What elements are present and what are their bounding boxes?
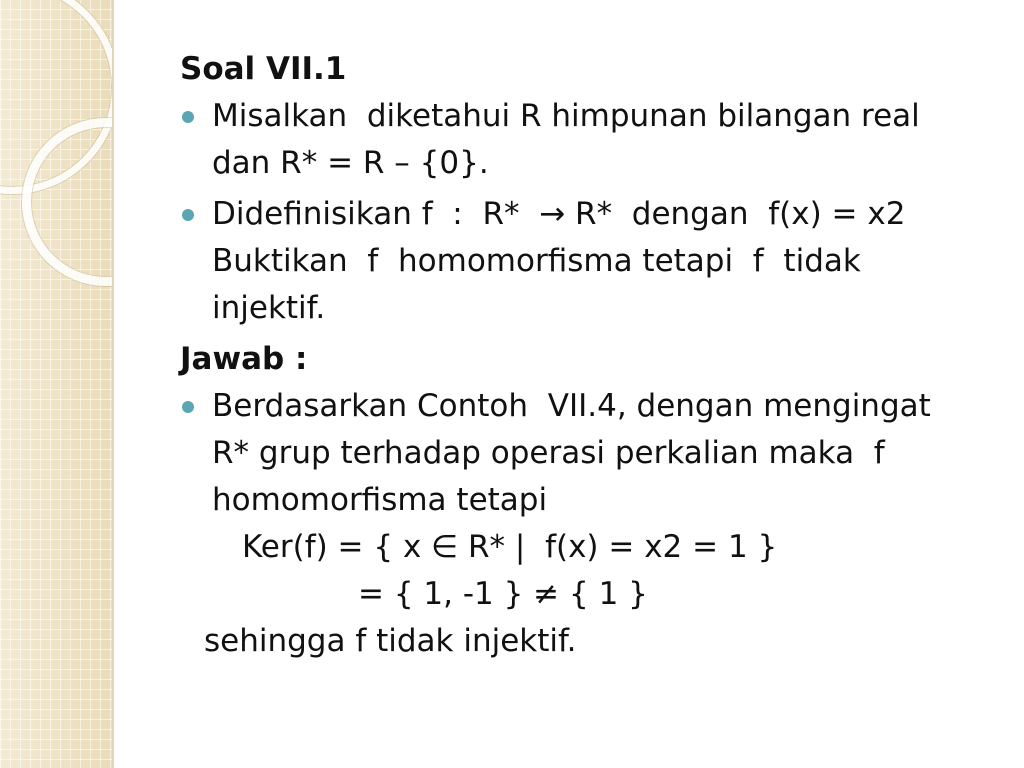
conclusion-text: sehingga f tidak injektif. bbox=[204, 623, 577, 659]
math-text: Didefinisikan f : R* → R* dengan f(x) = x2 bbox=[212, 196, 906, 232]
bullet-line: dan R* = R – {0}. bbox=[212, 145, 489, 181]
slide-heading: Soal VII.1 bbox=[180, 51, 347, 87]
bullet-line: injektif. bbox=[212, 290, 326, 326]
bullet-definition-r bbox=[180, 93, 1010, 187]
bullet-answer bbox=[180, 383, 1010, 524]
bullet-line: Berdasarkan Contoh VII.4, dengan mengingat bbox=[212, 388, 931, 424]
kernel-result: = { 1, -1 } ≠ { 1 } bbox=[358, 576, 648, 612]
bullet-line: Buktikan f homomorfisma tetapi f tidak bbox=[212, 243, 861, 279]
decorative-left-band bbox=[0, 0, 114, 768]
slide-content bbox=[180, 46, 1010, 665]
answer-label: Jawab : bbox=[180, 341, 308, 377]
bullet-definition-f bbox=[180, 191, 1010, 332]
bullet-line: Misalkan diketahui R himpunan bilangan real bbox=[212, 98, 920, 134]
bullet-line: homomorfisma tetapi bbox=[212, 482, 548, 518]
kernel-equation: Ker(f) = { x ∈ R* | f(x) = x2 = 1 } bbox=[242, 529, 778, 565]
bullet-line-formula bbox=[212, 191, 1010, 238]
bullet-line: R* grup terhadap operasi perkalian maka f bbox=[212, 435, 885, 471]
